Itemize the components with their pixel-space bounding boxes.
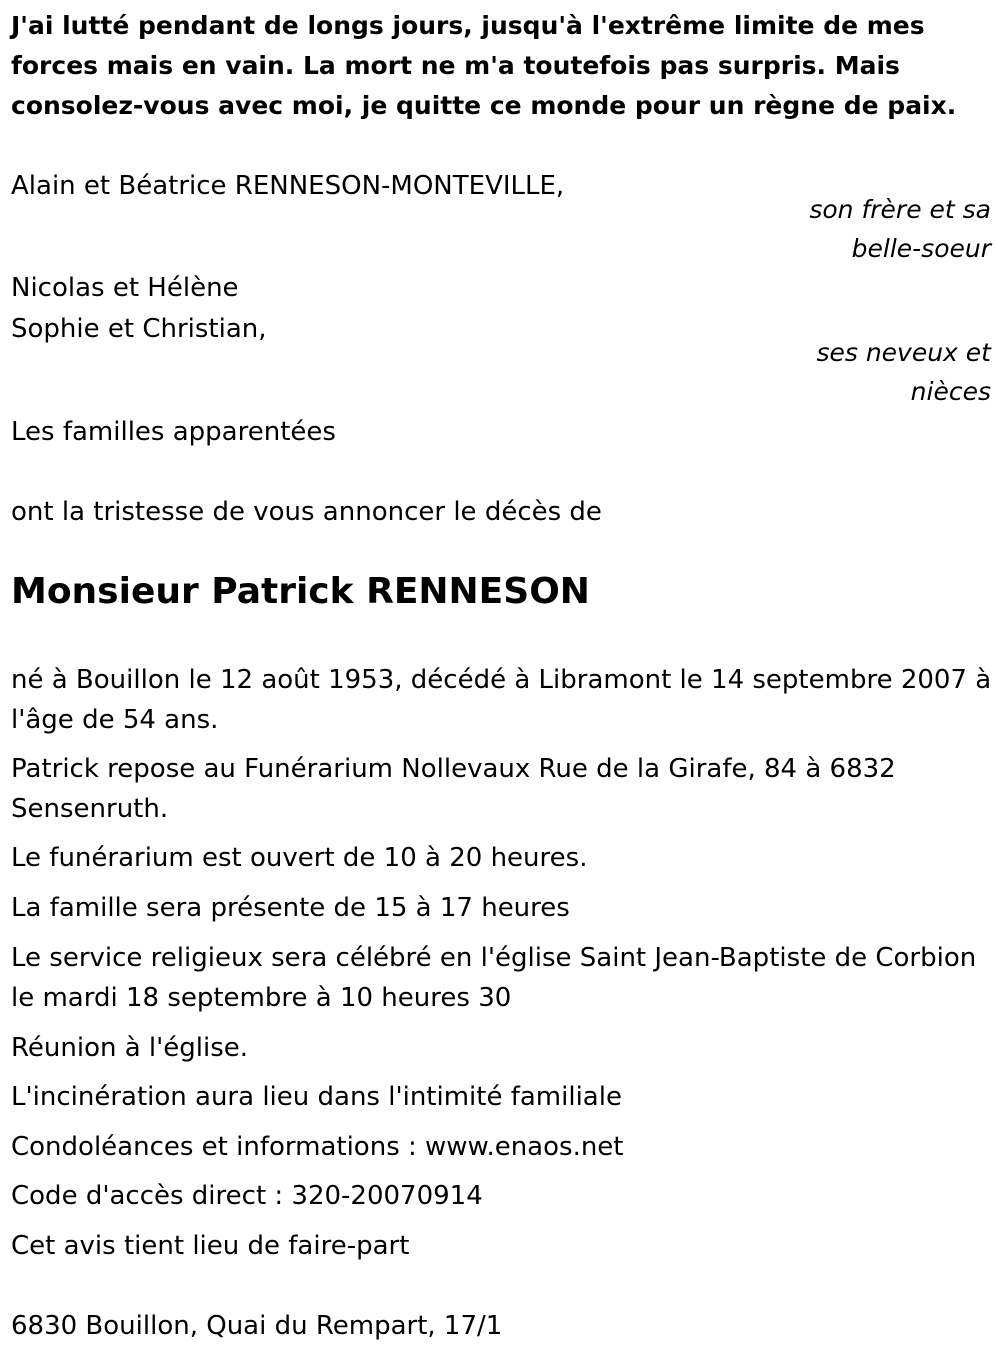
brother-relation: belle-soeur (851, 234, 991, 263)
family-presence: La famille sera présente de 15 à 17 heures (11, 893, 570, 923)
opening-quote (11, 6, 956, 126)
opening-hours: Le funérarium est ouvert de 10 à 20 heures. (11, 843, 588, 873)
repose-line: Patrick repose au Funérarium Nollevaux Rue de la Girafe, 84 à 6832 (11, 754, 896, 784)
meeting-info: Réunion à l'église. (11, 1033, 249, 1063)
service-line: Le service religieux sera célébré en l'église Saint Jean-Baptiste de Corbion (11, 943, 977, 973)
cremation-info: L'incinération aura lieu dans l'intimité familiale (11, 1082, 622, 1112)
birth-death-line: l'âge de 54 ans. (11, 705, 219, 735)
service-line: le mardi 18 septembre à 10 heures 30 (11, 983, 512, 1013)
access-code: Code d'accès direct : 320-20070914 (11, 1181, 483, 1211)
quote-line: forces mais en vain. La mort ne m'a toutefois pas surpris. Mais (11, 51, 900, 80)
quote-line: consolez-vous avec moi, je quitte ce monde pour un règne de paix. (11, 91, 957, 120)
nephew-names: Sophie et Christian, (11, 314, 267, 344)
quote-line: J'ai lutté pendant de longs jours, jusqu'à l'extrême limite de mes (11, 11, 925, 40)
nephews-relation: ses neveux et (816, 338, 991, 367)
announcement-text: ont la tristesse de vous annoncer le décès de (11, 497, 602, 527)
birth-death-line: né à Bouillon le 12 août 1953, décédé à Libramont le 14 septembre 2007 à (11, 665, 992, 695)
brother-names: Alain et Béatrice RENNESON-MONTEVILLE, (11, 171, 565, 201)
brother-relation: son frère et sa (809, 195, 991, 224)
repose-line: Sensenruth. (11, 794, 169, 824)
address: 6830 Bouillon, Quai du Rempart, 17/1 (11, 1311, 503, 1341)
notice-text: Cet avis tient lieu de faire-part (11, 1231, 410, 1261)
related-families: Les familles apparentées (11, 417, 336, 447)
deceased-name: Monsieur Patrick RENNESON (11, 571, 590, 612)
nephew-names: Nicolas et Hélène (11, 273, 239, 303)
nephews-relation: nièces (910, 377, 991, 406)
condolences-info: Condoléances et informations : www.enaos.net (11, 1132, 624, 1162)
